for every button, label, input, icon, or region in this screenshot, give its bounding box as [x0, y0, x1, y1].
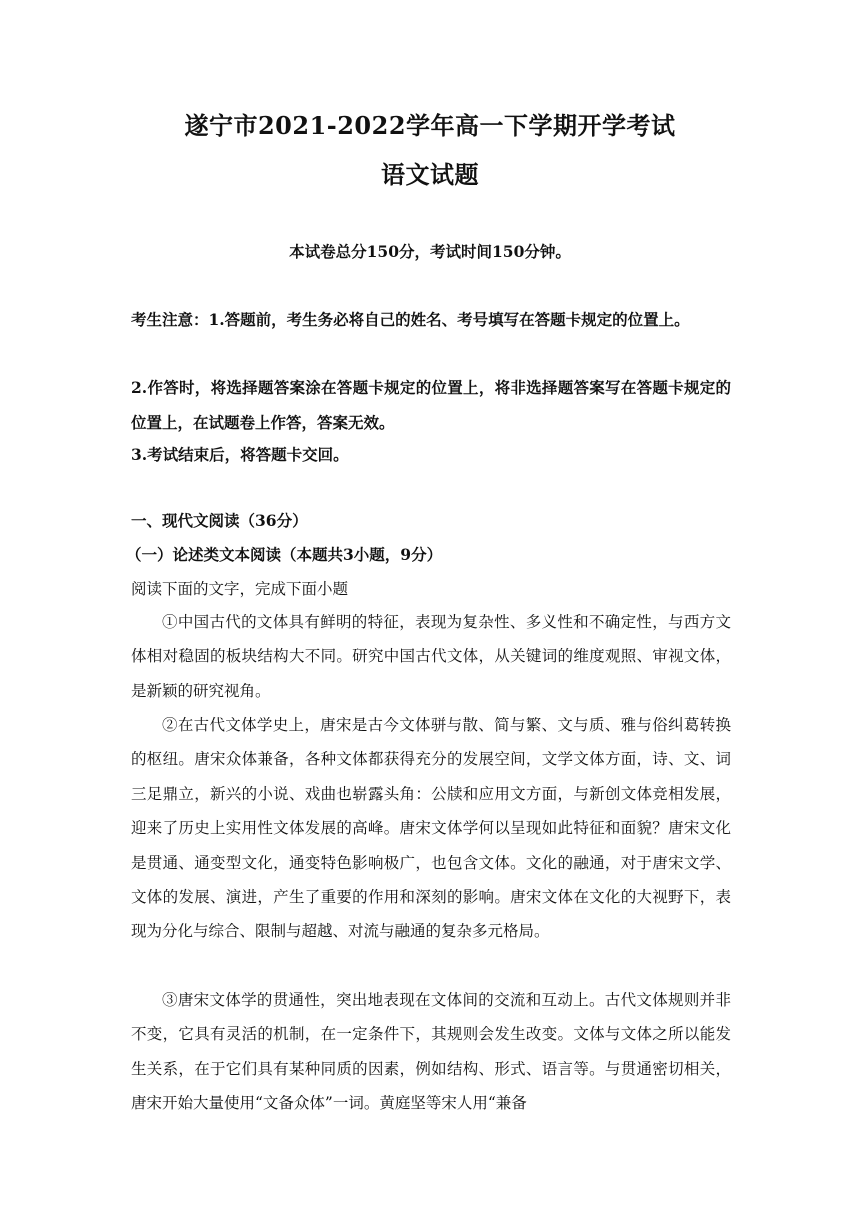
- reading-instruction: 阅读下面的文字，完成下面小题: [131, 580, 349, 598]
- section-subheading: （一）论述类文本阅读（本题共3小题，9分）: [126, 545, 443, 564]
- paragraph-2: ②在古代文体学史上，唐宋是古今文体骈与散、简与繁、文与质、雅与俗纠葛转换的枢纽。唐宋众体兼备，各种文体都获得充分的发展空间，文学文体方面，诗、文、词三足鼎立，新兴的小说、戏曲也崭露头角：公牍和应用文方面，与新创文体竞相发展，迎来了历史上实用性文体发展的高峰。唐宋文体学何以呈现如此特征和面貌？唐宋文化是贯通、通变型文化，通变特色影响极广，也包含文体。文化的融通，对于唐宋文学、文体的发展、演进，产生了重要的作用和深刻的影响。唐宋文体在文化的大视野下，表现为分化与综合、限制与超越、对流与融通的复杂多元格局。: [131, 716, 731, 941]
- section-heading: 一、现代文阅读（36分）: [131, 511, 308, 530]
- exam-info: 本试卷总分150分，考试时间150分钟。: [289, 242, 571, 261]
- paragraph-1: ①中国古代的文体具有鲜明的特征，表现为复杂性、多义性和不确定性，与西方文体相对稳固的板块结构大不同。研究中国古代文体，从关键词的维度观照、审视文体，是新颖的研究视角。: [131, 613, 731, 700]
- document-title: 遂宁市2021-2022学年高一下学期开学考试: [184, 111, 676, 140]
- notice-item-2: 2.作答时，将选择题答案涂在答题卡规定的位置上，将非选择题答案写在答题卡规定的位置上，在试题卷上作答，答案无效。: [131, 378, 731, 432]
- notice-item-3: 3.考试结束后，将答题卡交回。: [131, 445, 349, 464]
- paragraph-3: ③唐宋文体学的贯通性，突出地表现在文体间的交流和互动上。古代文体规则并非不变，它具有灵活的机制，在一定条件下，其规则会发生改变。文体与文体之所以能发生关系，在于它们具有某种同质的因素，例如结构、形式、语言等。与贯通密切相关，唐宋开始大量使用“文备众体”一词。黄庭坚等宋人用“兼备: [131, 991, 731, 1113]
- notice-item-1: 考生注意：1.答题前，考生务必将自己的姓名、考号填写在答题卡规定的位置上。: [131, 310, 690, 329]
- document-subtitle: 语文试题: [381, 160, 479, 189]
